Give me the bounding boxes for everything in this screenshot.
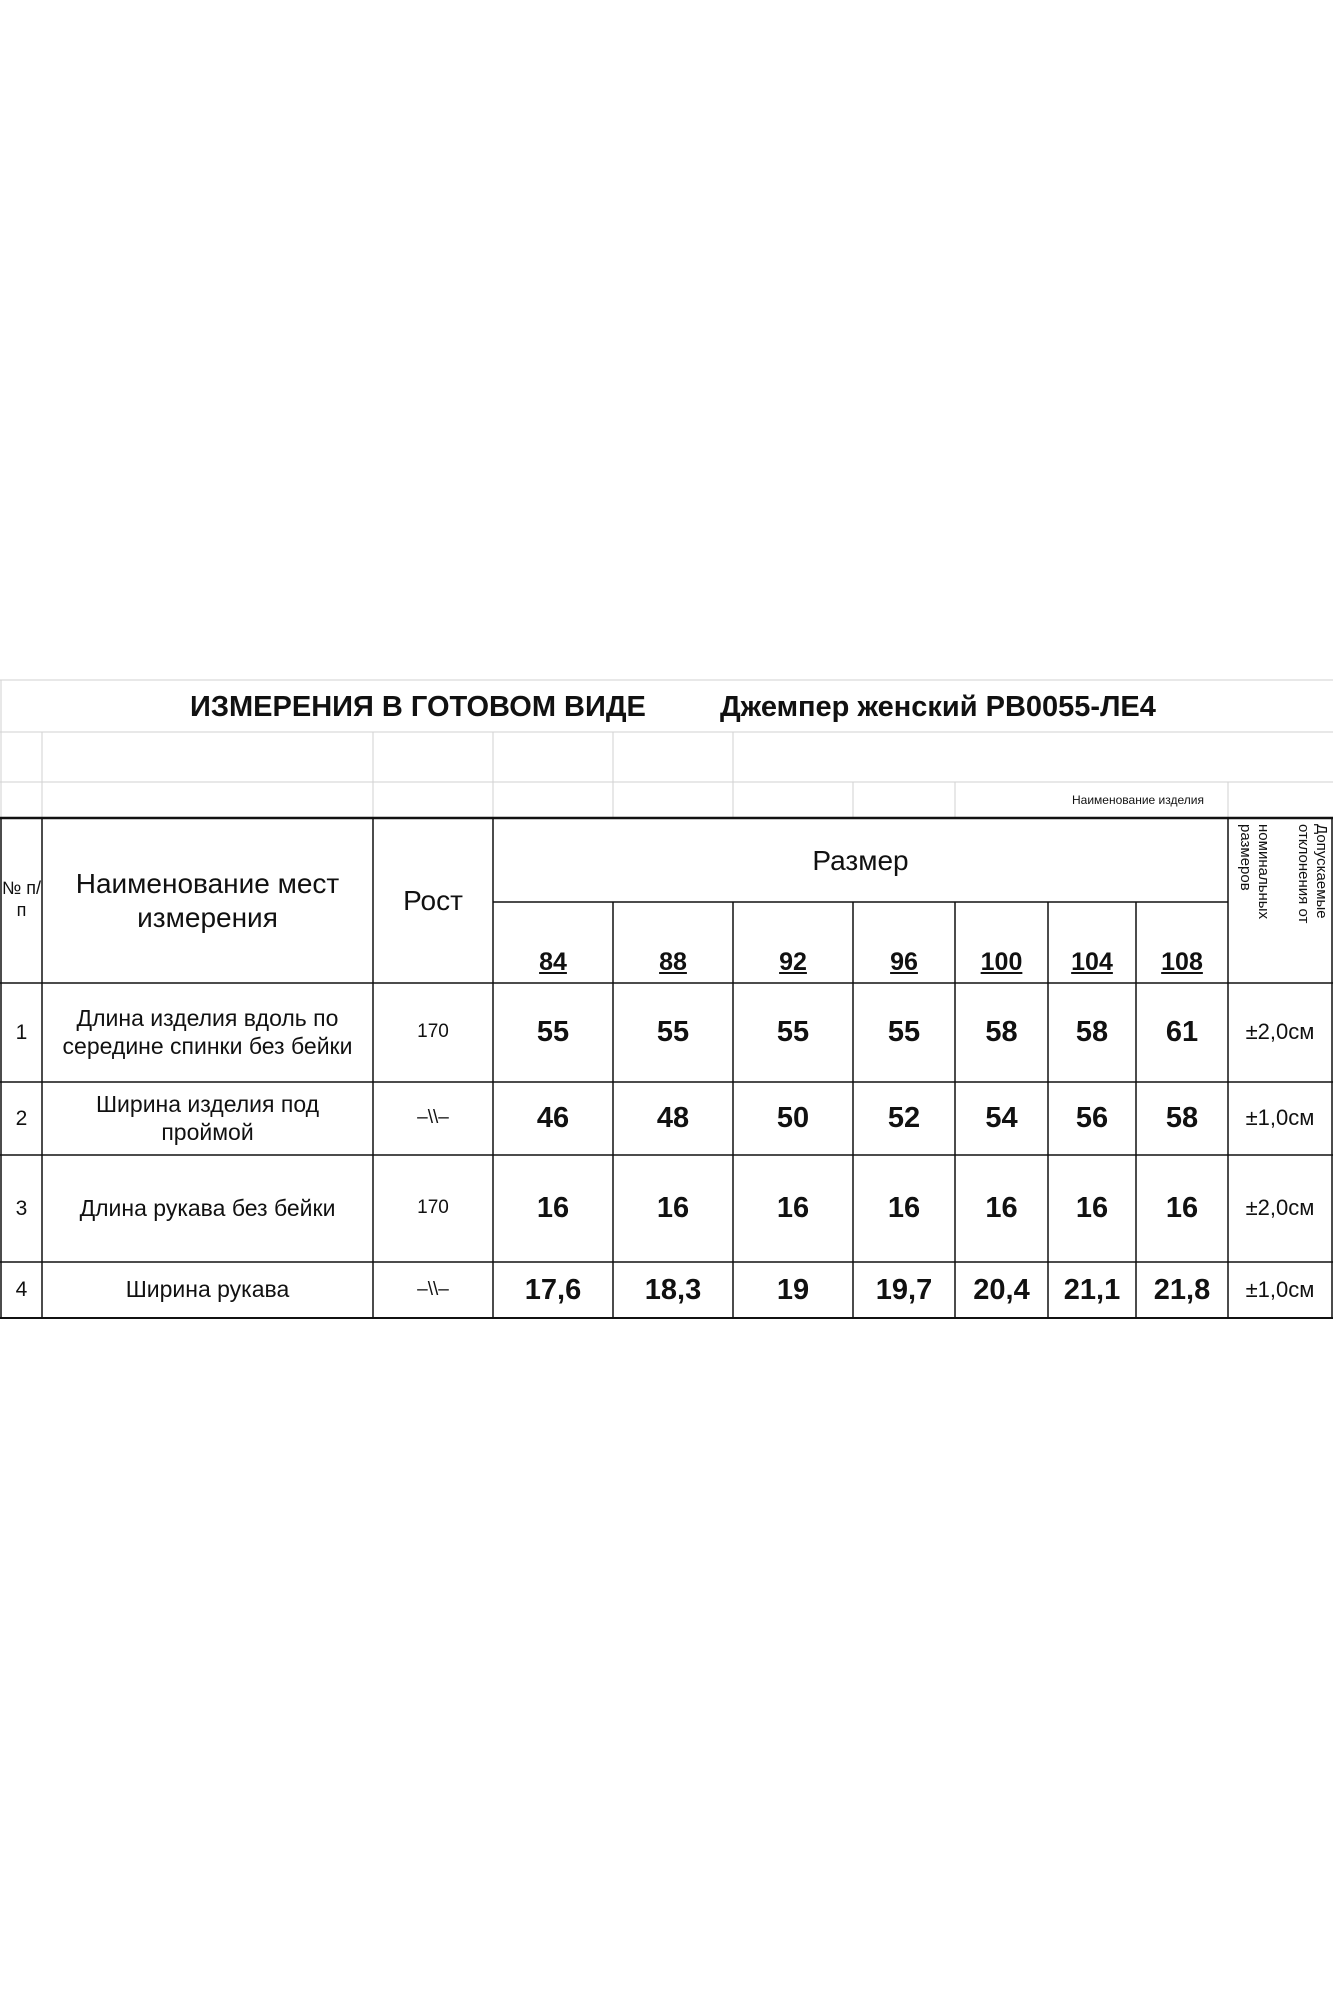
- row-tolerance: ±1,0см: [1245, 1276, 1315, 1302]
- row-value: 16: [1165, 1192, 1199, 1225]
- size-88: 88: [659, 948, 687, 976]
- tolerance-line-1: Допускаемые: [1313, 824, 1330, 919]
- row-value: 16: [536, 1192, 570, 1225]
- row-height: 170: [417, 1021, 449, 1043]
- row-measurement-name: Длина рукава без бейки: [79, 1194, 336, 1221]
- row-value: 55: [656, 1016, 690, 1049]
- row-tolerance: ±2,0см: [1245, 1195, 1315, 1221]
- row-number: 3: [15, 1196, 28, 1220]
- row-measurement-name: Длина изделия вдоль по середине спинки без бейки: [62, 1004, 353, 1059]
- row-number: 2: [15, 1106, 28, 1130]
- size-100: 100: [980, 948, 1023, 976]
- row-value: 18,3: [644, 1273, 702, 1306]
- row-value: 50: [776, 1102, 810, 1135]
- row-value: 20,4: [973, 1273, 1030, 1306]
- row-height: –\\–: [417, 1278, 449, 1300]
- row-measurement-name: Ширина изделия под проймой: [95, 1090, 320, 1145]
- row-value: 48: [656, 1102, 690, 1135]
- row-value: 19: [776, 1273, 810, 1306]
- row-value: 55: [887, 1016, 921, 1049]
- product-title: Джемпер женский РВ0055-ЛЕ4: [720, 690, 1156, 723]
- row-value: 58: [1075, 1016, 1109, 1049]
- row-value: 16: [985, 1192, 1018, 1225]
- row-height: 170: [417, 1197, 449, 1219]
- row-value: 56: [1075, 1102, 1109, 1135]
- row-value: 52: [887, 1102, 921, 1135]
- row-value: 21,8: [1153, 1273, 1211, 1306]
- size-108: 108: [1161, 948, 1203, 976]
- row-value: 16: [1075, 1192, 1109, 1225]
- row-tolerance: ±2,0см: [1245, 1019, 1315, 1045]
- header-number: № п/п: [1, 878, 42, 920]
- header-measurement-name: Наименование мест измерения: [75, 868, 340, 933]
- row-number: 4: [15, 1278, 28, 1302]
- row-value: 16: [656, 1192, 690, 1225]
- row-value: 16: [776, 1192, 810, 1225]
- header-size: Размер: [812, 845, 909, 877]
- row-measurement-name: Ширина рукава: [125, 1276, 290, 1303]
- document-title: ИЗМЕРЕНИЯ В ГОТОВОМ ВИДЕ: [190, 690, 646, 723]
- size-92: 92: [779, 948, 807, 976]
- row-value: 61: [1165, 1016, 1199, 1049]
- row-value: 19,7: [875, 1273, 933, 1306]
- tolerance-line-4: размеров: [1237, 824, 1254, 891]
- tolerance-line-2: отклонения от: [1295, 824, 1312, 924]
- row-value: 58: [985, 1016, 1018, 1049]
- size-104: 104: [1071, 948, 1113, 976]
- row-number: 1: [15, 1020, 28, 1044]
- row-value: 21,1: [1063, 1273, 1121, 1306]
- row-value: 17,6: [524, 1273, 582, 1306]
- row-value: 55: [776, 1016, 810, 1049]
- row-value: 55: [536, 1016, 570, 1049]
- row-value: 16: [887, 1192, 921, 1225]
- tolerance-line-3: номинальных: [1255, 824, 1272, 920]
- row-value: 54: [985, 1102, 1018, 1135]
- row-value: 46: [536, 1102, 570, 1135]
- product-name-label: Наименование изделия: [1072, 792, 1204, 807]
- row-tolerance: ±1,0см: [1245, 1105, 1315, 1131]
- row-height: –\\–: [417, 1107, 449, 1129]
- size-84: 84: [539, 948, 567, 976]
- header-height: Рост: [403, 885, 463, 917]
- size-96: 96: [890, 948, 918, 976]
- row-value: 58: [1165, 1102, 1199, 1135]
